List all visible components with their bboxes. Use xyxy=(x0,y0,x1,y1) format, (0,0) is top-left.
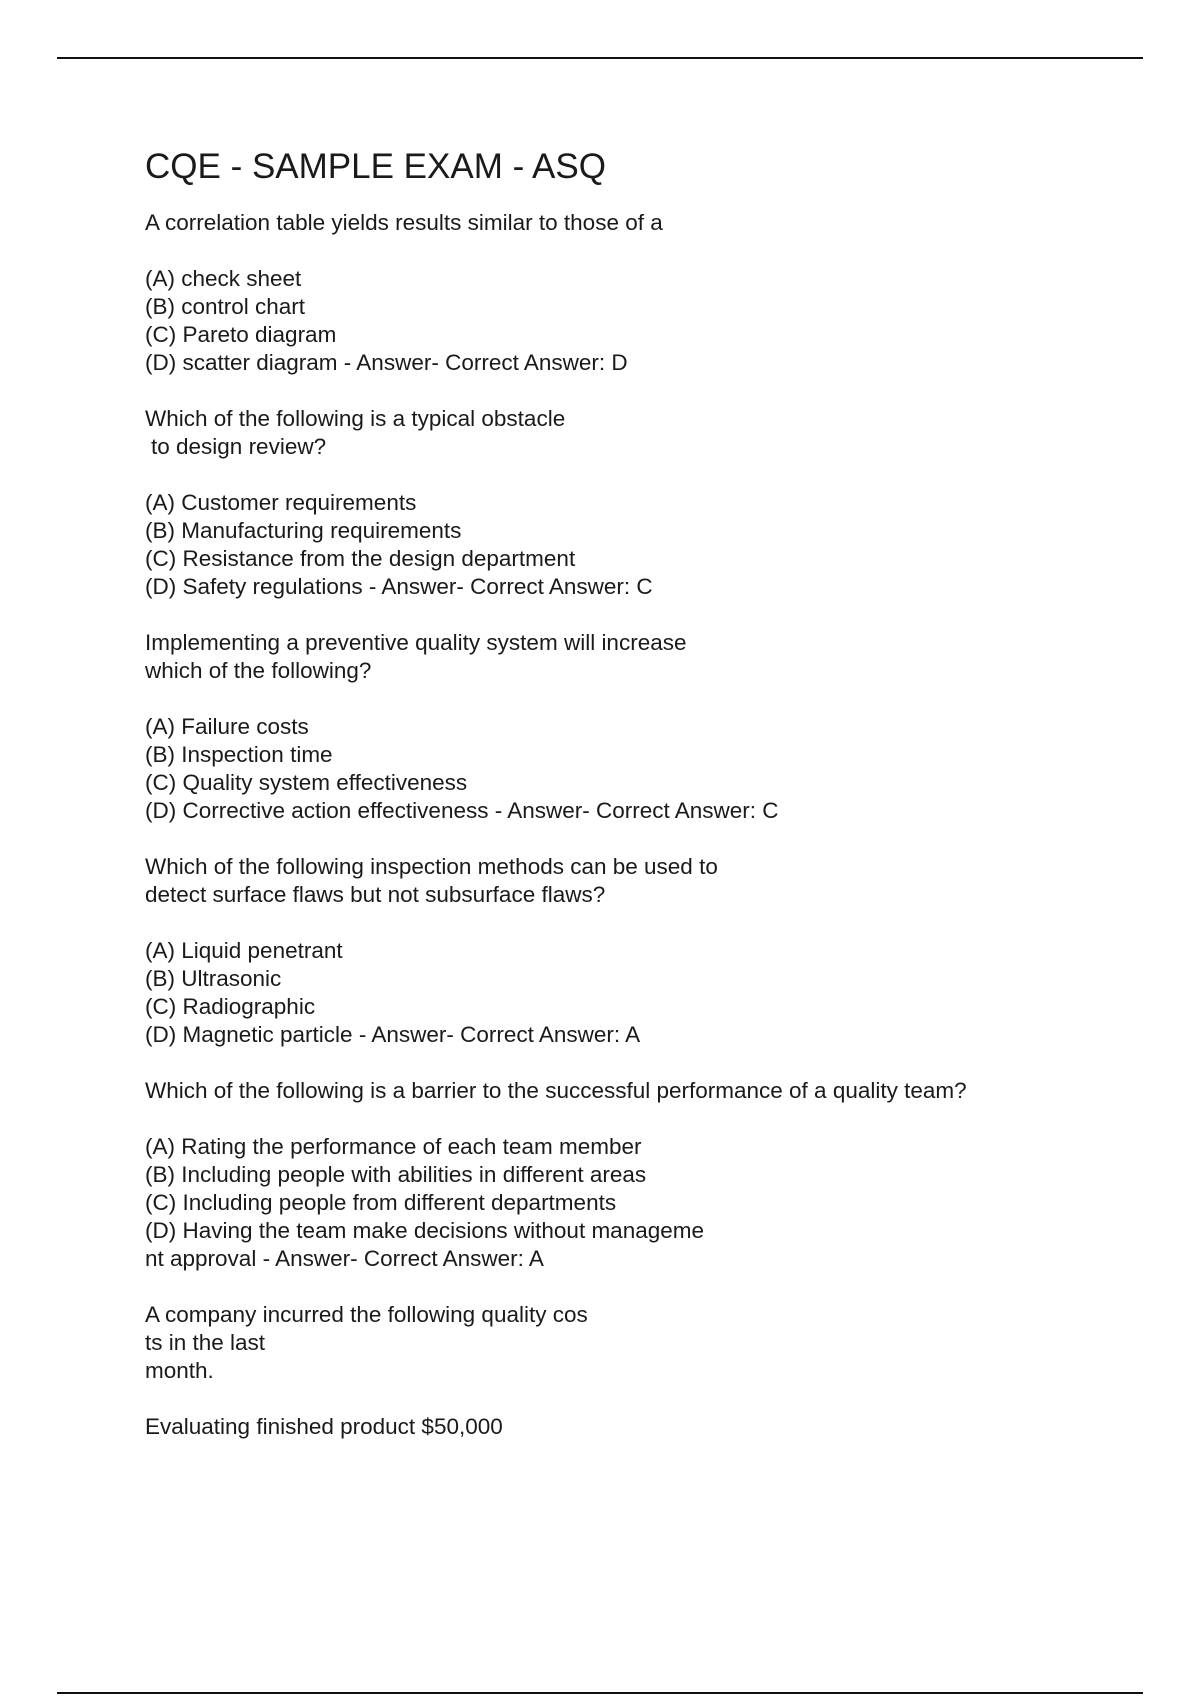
option-c: (C) Including people from different departments xyxy=(145,1190,617,1215)
document-body xyxy=(145,143,1105,1469)
option-c: (C) Pareto diagram xyxy=(145,322,337,347)
option-d-with-answer: (D) Magnetic particle - Answer- Correct Answer: A xyxy=(145,1022,641,1047)
question-2-options xyxy=(145,489,1105,601)
question-3-stem xyxy=(145,629,1105,685)
option-d: (D) Having the team make decisions without manageme xyxy=(145,1218,705,1243)
question-5-stem xyxy=(145,1077,1105,1105)
question-3-options xyxy=(145,713,1105,825)
bottom-rule xyxy=(57,1692,1143,1694)
question-text: A correlation table yields results similar to those of a xyxy=(145,210,663,235)
option-a: (A) Failure costs xyxy=(145,714,309,739)
question-6-data xyxy=(145,1413,1105,1441)
option-c: (C) Quality system effectiveness xyxy=(145,770,468,795)
question-text: ts in the last xyxy=(145,1330,266,1355)
question-text: Which of the following inspection methods can be used to xyxy=(145,854,718,879)
option-b: (B) Including people with abilities in different areas xyxy=(145,1162,647,1187)
option-b: (B) Inspection time xyxy=(145,742,333,767)
question-text: Which of the following is a typical obstacle xyxy=(145,406,566,431)
question-4-options xyxy=(145,937,1105,1049)
question-1-options xyxy=(145,265,1105,377)
option-c: (C) Resistance from the design department xyxy=(145,546,576,571)
option-d-continuation-with-answer: nt approval - Answer- Correct Answer: A xyxy=(145,1246,544,1271)
question-text: month. xyxy=(145,1358,214,1383)
option-d-with-answer: (D) scatter diagram - Answer- Correct Answer: D xyxy=(145,350,628,375)
option-b: (B) Ultrasonic xyxy=(145,966,282,991)
option-a: (A) Customer requirements xyxy=(145,490,417,515)
question-5-options xyxy=(145,1133,1105,1273)
option-d-with-answer: (D) Safety regulations - Answer- Correct Answer: C xyxy=(145,574,653,599)
question-2-stem xyxy=(145,405,1105,461)
question-text: Implementing a preventive quality system will increase xyxy=(145,630,687,655)
question-4-stem xyxy=(145,853,1105,909)
question-text: A company incurred the following quality cos xyxy=(145,1302,588,1327)
option-c: (C) Radiographic xyxy=(145,994,316,1019)
option-a: (A) Liquid penetrant xyxy=(145,938,343,963)
question-text: detect surface flaws but not subsurface flaws? xyxy=(145,882,606,907)
question-text: which of the following? xyxy=(145,658,372,683)
cost-item: Evaluating finished product $50,000 xyxy=(145,1414,503,1439)
option-b: (B) Manufacturing requirements xyxy=(145,518,462,543)
question-1-stem xyxy=(145,209,1105,237)
question-text: to design review? xyxy=(151,434,327,459)
option-a: (A) Rating the performance of each team member xyxy=(145,1134,642,1159)
option-d-with-answer: (D) Corrective action effectiveness - Answer- Correct Answer: C xyxy=(145,798,779,823)
question-text: Which of the following is a barrier to the successful performance of a quality team? xyxy=(145,1078,967,1103)
question-6-stem xyxy=(145,1301,1105,1385)
top-rule xyxy=(57,57,1143,59)
option-b: (B) control chart xyxy=(145,294,306,319)
page-title: CQE - SAMPLE EXAM - ASQ xyxy=(145,147,606,186)
option-a: (A) check sheet xyxy=(145,266,302,291)
